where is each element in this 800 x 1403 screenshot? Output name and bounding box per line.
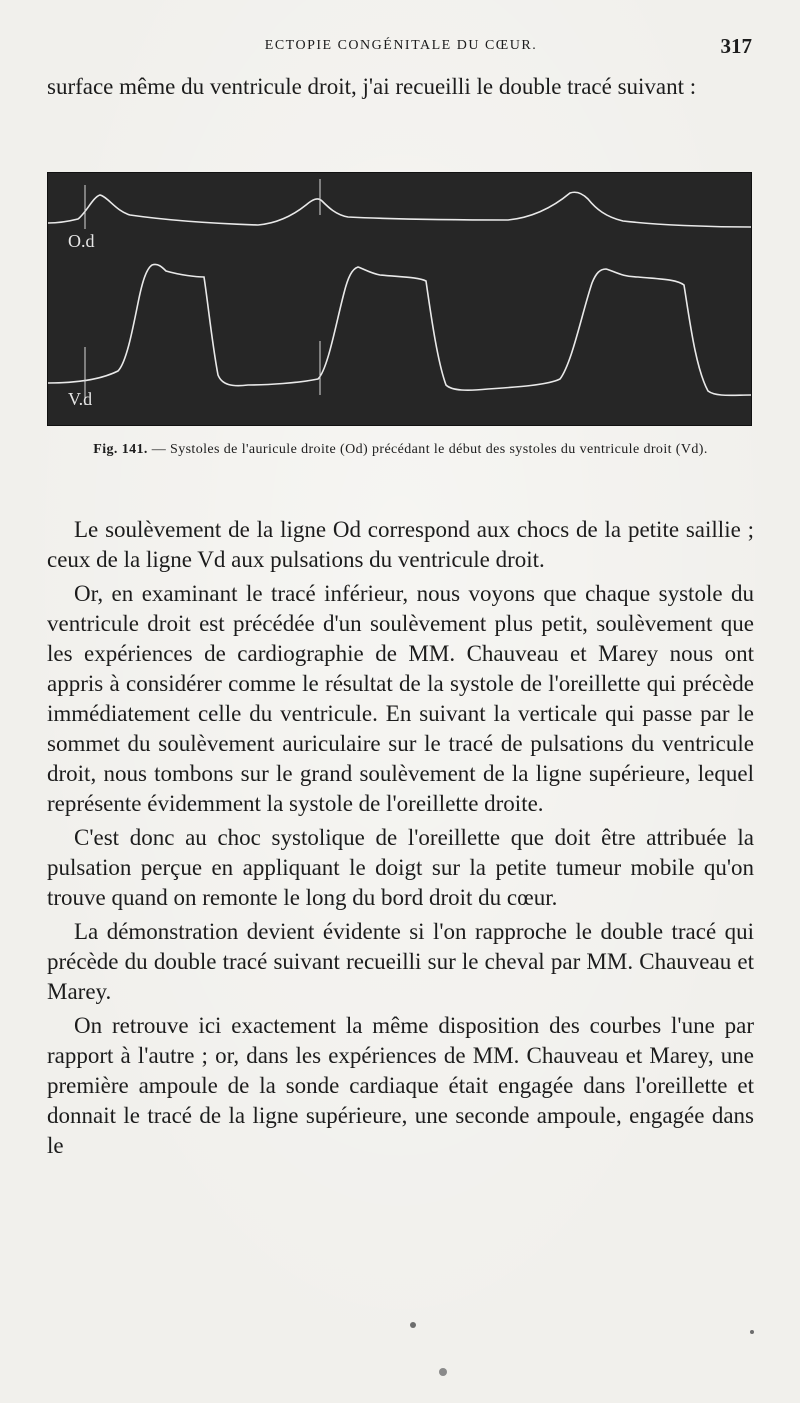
paragraph-2: Or, en examinant le tracé inférieur, nous voyons que chaque systole du ventricule droit est précédée d'un soulèvement plus petit, soulèvement que les expériences de cardiographie de MM. Chauveau et Marey nous ont appris à considérer comme le résultat de la systole de l'oreillette qui précède immédiatement celle du ventricule. En suivant la verticale qui passe par le sommet du soulèvement auriculaire sur le tracé de pulsations du ventricule droit, nous tombons sur le grand soulèvement de la ligne supérieure, lequel représente évidemment la systole de l'oreillette droite. xyxy=(47,581,754,816)
paragraph-1: Le soulèvement de la ligne Od correspond aux chocs de la petite saillie ; ceux de la ligne Vd aux pulsations du ventricule droit. xyxy=(47,517,754,572)
intro-paragraph: surface même du ventricule droit, j'ai recueilli le double tracé suivant : xyxy=(47,74,697,99)
figure-caption-text: — Systoles de l'auricule droite (Od) précédant le début des systoles du ventricule droit (Vd). xyxy=(151,442,708,457)
main-text xyxy=(47,515,754,1161)
label-od: O.d xyxy=(68,231,95,251)
cardiograph-figure xyxy=(47,172,752,426)
trace-vd xyxy=(48,264,751,395)
ink-speck xyxy=(439,1368,447,1376)
ink-speck xyxy=(750,1330,754,1334)
trace-od xyxy=(48,192,751,227)
running-title: ECTOPIE CONGÉNITALE DU CŒUR. xyxy=(264,38,538,53)
ink-speck xyxy=(410,1322,416,1328)
running-head xyxy=(46,34,756,62)
paragraph-4: La démonstration devient évidente si l'on rapproche le double tracé qui précède du double tracé suivant recueilli sur le cheval par MM. Chauveau et Marey. xyxy=(47,919,754,1004)
intro-text xyxy=(47,72,754,102)
figure-caption xyxy=(47,440,754,459)
paragraph-5: On retrouve ici exactement la même disposition des courbes l'une par rapport à l'autre ; or, dans les expériences de MM. Chauveau et Marey, une première ampoule de la sonde cardiaque était engagée dans l'oreillette et donnait le tracé de la ligne supérieure, une seconde ampoule, engagée dans le xyxy=(47,1013,754,1158)
label-vd: V.d xyxy=(68,389,93,409)
paragraph-3: C'est donc au choc systolique de l'oreillette que doit être attribuée la pulsation perçue en appliquant le doigt sur la petite tumeur mobile qu'on trouve quand on remonte le long du bord droit du cœur. xyxy=(47,825,754,910)
figure-number: Fig. 141. xyxy=(93,442,148,457)
cardiograph-traces xyxy=(48,173,751,425)
page-number: 317 xyxy=(720,34,752,58)
